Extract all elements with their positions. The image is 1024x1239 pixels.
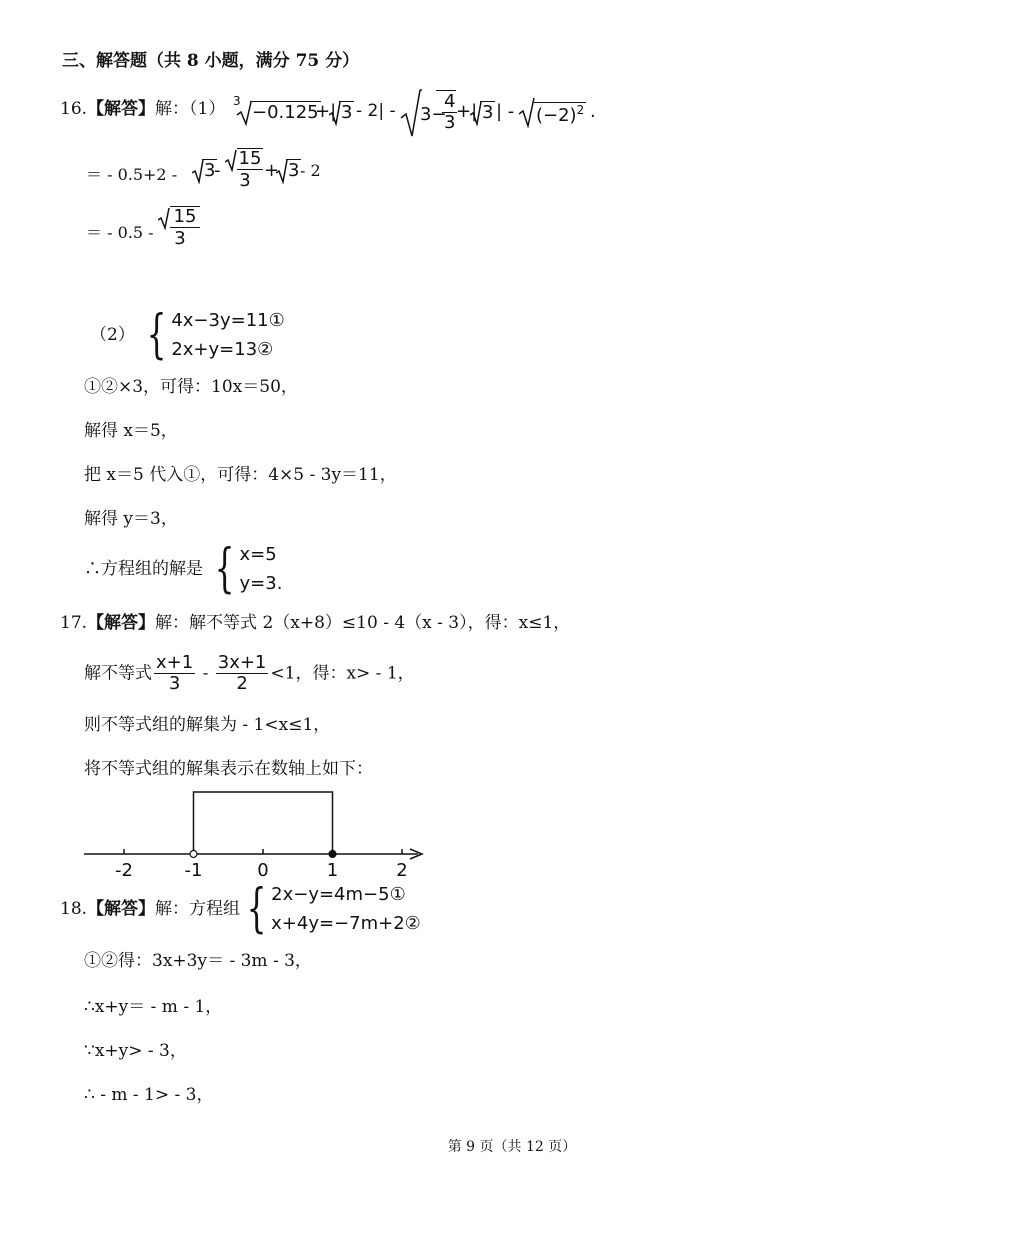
- solution-end: .: [276, 573, 283, 594]
- inner-fraction-den: 3: [444, 112, 456, 133]
- q17-line1-text: 解：解不等式 2（x+8）≤10 - 4（x - 3），得：x≤1，: [155, 613, 571, 633]
- cube-root-index: 3: [233, 94, 241, 108]
- l2-frac-num: 15: [238, 148, 262, 169]
- l2-plus: +: [264, 160, 280, 181]
- axis-tick-label: -1: [184, 860, 203, 881]
- q18-number: 18.: [60, 899, 88, 919]
- e1-bar: | -: [496, 101, 515, 122]
- q16-step-5: [84, 540, 282, 598]
- q16-tag: 【解答】: [87, 99, 156, 119]
- q16-step-5-text: ∴方程组的解是: [84, 559, 203, 579]
- inner-fraction-num: 4: [444, 91, 456, 112]
- q18-line2: ①②得：3x+3y＝ - 3m - 3，: [84, 951, 312, 971]
- big-sqrt-inner-a: 3−: [420, 104, 447, 125]
- l2-a: ＝ - 0.5+2 -: [86, 165, 178, 184]
- e1-plus-abs: +|: [315, 101, 337, 122]
- interval-bracket: [194, 792, 333, 850]
- l2-rad3: 3: [204, 160, 216, 181]
- q16-part1-label: （1）: [189, 99, 226, 119]
- big-sqrt-sign: [400, 88, 422, 138]
- l3-fraction: [158, 206, 202, 250]
- solution-brace-icon: {: [215, 539, 235, 599]
- page-footer: 第 9 页（共 12 页）: [447, 1139, 577, 1155]
- q17-line2-end: <1，得：x> - 1，: [270, 663, 415, 684]
- l2-end: - 2: [300, 161, 321, 180]
- q17-line1: [60, 612, 570, 634]
- q18-equation-system: [240, 880, 421, 938]
- q17-tag: 【解答】: [87, 613, 156, 633]
- q18-line4: ∵x+y> - 3，: [84, 1041, 187, 1061]
- cube-root-radicand: −0.125: [252, 102, 319, 123]
- solution-row-2: [240, 569, 283, 598]
- q18-brace-icon: {: [246, 879, 267, 939]
- q18-system-row-2: x+4y=−7m+2②: [271, 913, 421, 934]
- l2-frac-sqrt-sign: [225, 148, 237, 172]
- q17-line2-minus: -: [197, 663, 214, 684]
- solution-row-1: x=5: [239, 544, 277, 565]
- q18-system-row-1: 2x−y=4m−5①: [271, 884, 406, 905]
- q17-fraction-2-den: 2: [236, 673, 248, 694]
- q18-tag: 【解答】: [87, 899, 156, 919]
- q17-fraction-2-num: 3x+1: [217, 652, 267, 673]
- solution-row-2-text: y=3: [239, 573, 277, 594]
- q16-equation-system: [140, 306, 285, 364]
- l2-minus: -: [214, 160, 221, 181]
- q16-solution-system: [208, 540, 282, 598]
- l2-fraction: [225, 148, 265, 192]
- l3-frac-num: 15: [170, 206, 200, 228]
- q17-line4: 将不等式组的解集表示在数轴上如下：: [84, 759, 373, 779]
- axis-tick-label: 0: [257, 860, 269, 881]
- q16-step-3: 把 x＝5 代入①，可得：4×5 - 3y＝11，: [84, 465, 397, 485]
- l3-frac-den: 3: [174, 228, 186, 249]
- e1-mid: - 2| -: [356, 101, 396, 121]
- q18-line3: ∴x+y＝ - m - 1，: [84, 997, 223, 1017]
- axis-tick-label: 1: [326, 860, 339, 881]
- l3-frac-sqrt-sign: [158, 206, 170, 230]
- closed-endpoint: [329, 851, 336, 858]
- q17-fraction-1: [154, 653, 195, 694]
- q16-jie: 解：: [155, 99, 190, 119]
- q18-line5: ∴ - m - 1> - 3，: [84, 1085, 214, 1105]
- l3-a: ＝ - 0.5 -: [86, 223, 154, 242]
- l2-rad3b: 3: [288, 160, 300, 181]
- q16-step-1: ①②×3，可得：10x＝50，: [84, 377, 298, 397]
- q18-line1-a: 解：方程组: [155, 899, 241, 919]
- q18-line1: [60, 880, 421, 938]
- q16-number: 16.: [60, 99, 88, 119]
- q17-line2-a: 解不等式: [84, 663, 152, 684]
- q17-line2: [84, 650, 415, 697]
- q16-part2-label: （2）: [90, 325, 135, 345]
- q17-fraction-1-den: 3: [168, 673, 181, 694]
- last-radicand-exp: 2: [576, 103, 585, 117]
- system-row-2: 2x+y=13②: [171, 339, 274, 360]
- sqrt-radicand-3b: 3: [482, 102, 494, 123]
- section-title: 三、解答题（共 8 小题，满分 75 分）: [62, 51, 360, 71]
- q16-step-2: 解得 x＝5，: [84, 421, 178, 441]
- l2-frac-den: 3: [239, 170, 251, 191]
- number-line: [78, 786, 438, 882]
- q16-line1: [60, 98, 225, 120]
- q17-fraction-2: [216, 653, 269, 694]
- system-row-1: 4x−3y=11①: [171, 310, 285, 331]
- open-endpoint: [190, 851, 197, 858]
- q17-line3: 则不等式组的解集为 - 1<x≤1，: [84, 715, 331, 735]
- e1-plus-abs-2: +|: [456, 101, 478, 122]
- axis-tick-label: 2: [396, 860, 408, 881]
- q17-fraction-1-num: x+1: [156, 652, 194, 673]
- system-brace-icon: {: [146, 305, 167, 365]
- last-radicand: [534, 102, 586, 126]
- sqrt-radicand-3: 3: [341, 102, 353, 123]
- q16-step-4: 解得 y＝3，: [84, 509, 178, 529]
- axis-tick-label: -2: [115, 860, 133, 881]
- q17-number: 17.: [60, 613, 88, 633]
- q16-part2: [90, 306, 285, 364]
- last-radicand-base: (−2): [536, 105, 577, 126]
- e1-end: .: [590, 101, 596, 122]
